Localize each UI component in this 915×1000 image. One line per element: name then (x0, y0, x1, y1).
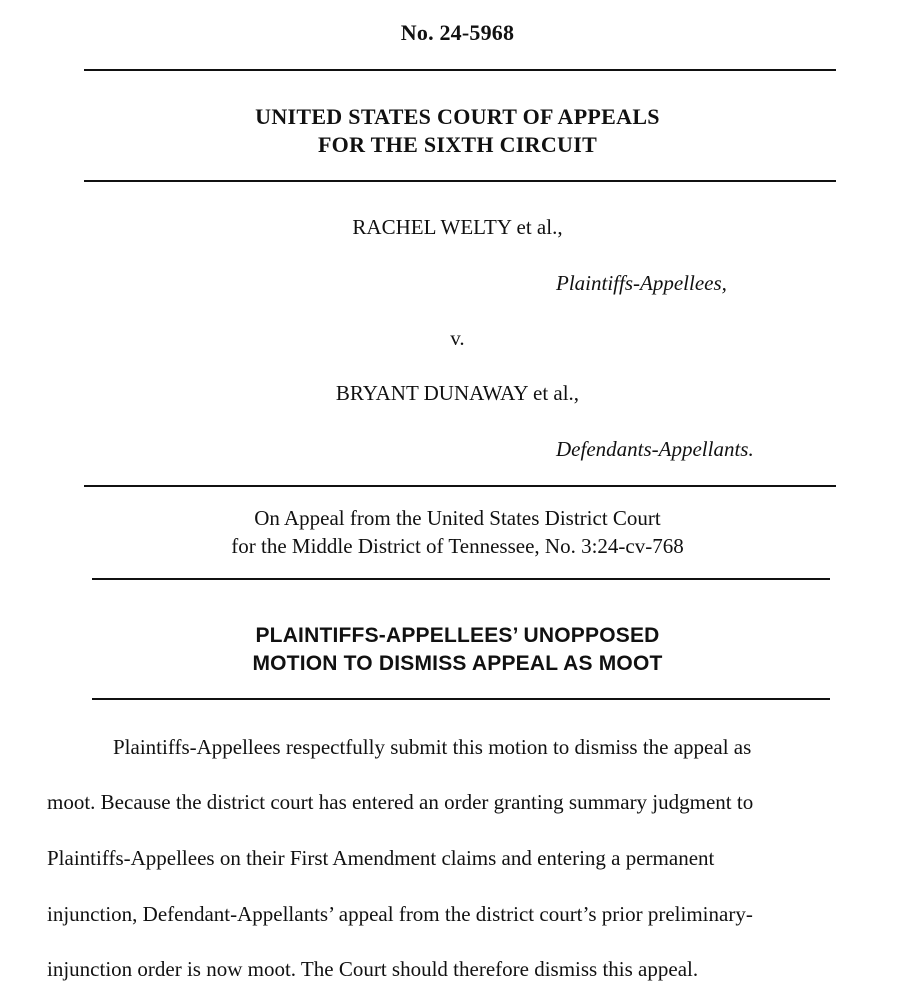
divider-court (84, 180, 836, 182)
divider-caption (84, 485, 836, 487)
versus-label: v. (450, 326, 465, 350)
motion-title (0, 622, 915, 678)
motion-title-line-2: MOTION TO DISMISS APPEAL AS MOOT (252, 652, 663, 675)
plaintiffs-role: Plaintiffs-Appellees, (556, 271, 727, 295)
appeal-from-line-1: On Appeal from the United States District Court (254, 506, 661, 530)
appeal-from-line-2: for the Middle District of Tennessee, No. 3:24-cv-768 (231, 534, 684, 558)
plaintiffs-name: RACHEL WELTY et al., (352, 215, 563, 239)
appeal-from (0, 504, 915, 560)
motion-title-line-1: PLAINTIFFS-APPELLEES’ UNOPPOSED (255, 624, 660, 647)
divider-motion (92, 698, 830, 700)
defendants-name: BRYANT DUNAWAY et al., (335, 381, 580, 405)
body-line-4: injunction, Defendant-Appellants’ appeal from the district court’s prior preliminary- (47, 902, 753, 926)
court-heading-line-2: FOR THE SIXTH CIRCUIT (317, 132, 598, 157)
body-line-5: injunction order is now moot. The Court should therefore dismiss this appeal. (47, 957, 699, 981)
court-heading (0, 103, 915, 159)
body-line-3: Plaintiffs-Appellees on their First Amendment claims and entering a permanent (47, 846, 715, 870)
defendants-role: Defendants-Appellants. (556, 437, 754, 461)
divider-top (84, 69, 836, 71)
body-line-1: Plaintiffs-Appellees respectfully submit this motion to dismiss the appeal as (113, 735, 752, 759)
divider-appeal (92, 578, 830, 580)
court-heading-line-1: UNITED STATES COURT OF APPEALS (255, 104, 660, 129)
body-line-2: moot. Because the district court has entered an order granting summary judgment to (47, 790, 754, 814)
case-number: No. 24-5968 (400, 20, 515, 45)
